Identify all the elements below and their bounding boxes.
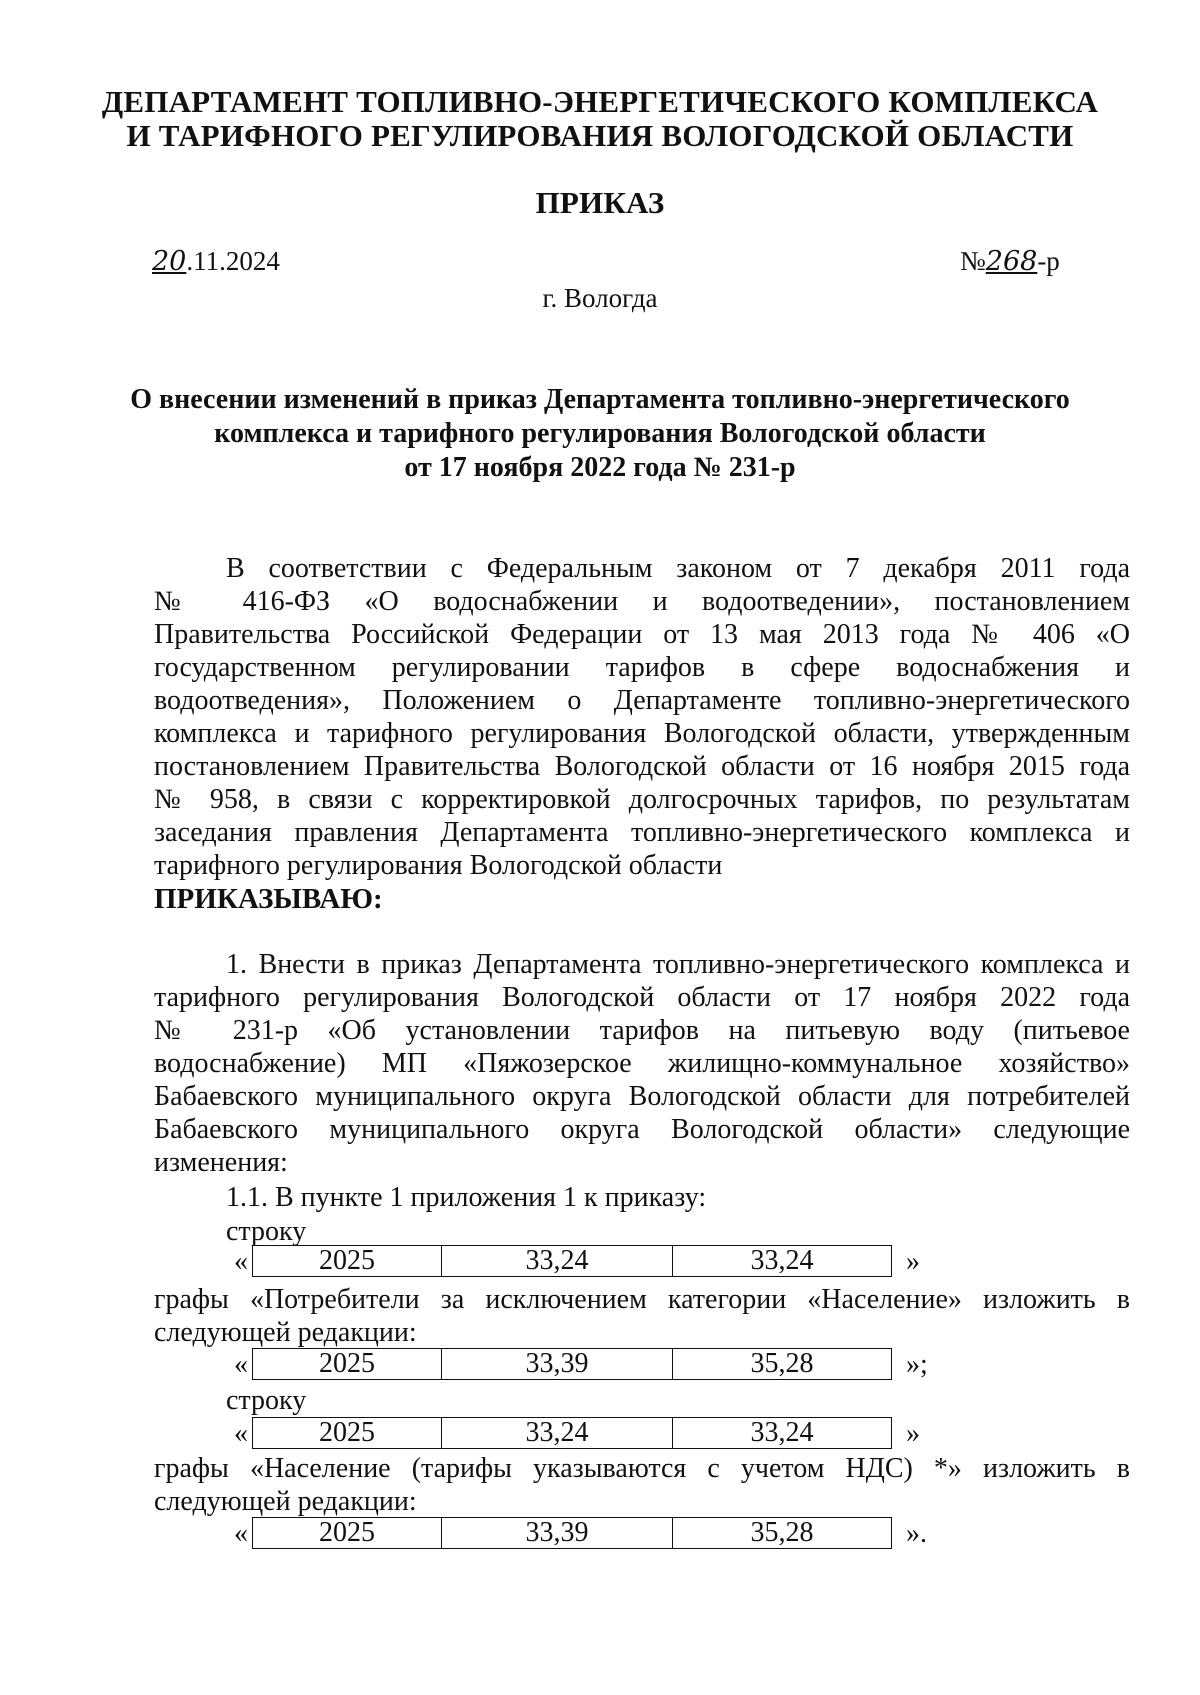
open-quote: « [234, 1349, 248, 1380]
document-type: ПРИКАЗ [535, 185, 665, 220]
value-row [252, 1517, 892, 1549]
value-table [234, 1517, 934, 1551]
value-row [252, 1417, 892, 1449]
row-word: строку [226, 1385, 307, 1416]
tariff-cell-2: 33,24 [750, 1245, 814, 1276]
preamble-line: Правительства Российской Федерации от 13 мая 2013 года № 406 «О [154, 619, 1130, 650]
row-word: строку [226, 1216, 307, 1247]
order-word: ПРИКАЗЫВАЮ: [154, 883, 383, 915]
open-quote: « [234, 1518, 248, 1549]
value-table [234, 1245, 934, 1279]
year-cell: 2025 [253, 1518, 442, 1548]
year-cell: 2025 [253, 1246, 442, 1276]
item1-line: Бабаевского муниципального округа Вологодской области для потребителей [154, 1081, 1130, 1112]
preamble-line: комплекса и тарифного регулирования Вологодской области, утвержденным [154, 718, 1130, 749]
date-handwritten: 20 [152, 246, 187, 277]
tariff-cell-2: 33,24 [750, 1417, 814, 1448]
preamble-line: государственном регулировании тарифов в сфере водоснабжения и [154, 652, 1130, 683]
tariff-cell-1: 33,24 [442, 1418, 673, 1448]
title-line1: О внесении изменений в приказ Департамента топливно-энергетического [130, 384, 1070, 415]
tariff-cell-1: 33,24 [442, 1246, 673, 1276]
document-number [960, 246, 1060, 277]
tariff-cell-1: 33,39 [442, 1349, 673, 1379]
graph-label: графы «Потребители за исключением категории «Население» изложить в [154, 1284, 1130, 1315]
preamble-line: заседания правления Департамента топливно-энергетического комплекса и [154, 817, 1130, 848]
tariff-cell-2: 35,28 [750, 1348, 814, 1379]
preamble-line: тарифного регулирования Вологодской области [154, 850, 723, 881]
value-table [234, 1417, 934, 1451]
item1-line: водоснабжение) МП «Пяжозерское жилищно-коммунальное хозяйство» [154, 1048, 1130, 1079]
preamble-line: № 416-ФЗ «О водоснабжении и водоотведении», постановлением [154, 586, 1130, 617]
city: г. Вологда [542, 283, 658, 313]
date-rest: .11.2024 [186, 246, 280, 276]
close-quote: » [906, 1418, 920, 1449]
number-handwritten: 268 [985, 246, 1038, 277]
graph-label: следующей редакции: [154, 1486, 417, 1517]
title-line2: комплекса и тарифного регулирования Вологодской области [214, 418, 986, 449]
item1-line: № 231-р «Об установлении тарифов на питьевую воду (питьевое [154, 1015, 1130, 1046]
close-quote: »; [906, 1349, 928, 1380]
value-row [252, 1245, 892, 1277]
close-quote: » [906, 1246, 920, 1277]
department-name-line1: ДЕПАРТАМЕНТ ТОПЛИВНО-ЭНЕРГЕТИЧЕСКОГО КОМПЛЕКСА [101, 84, 1099, 119]
graph-label: графы «Население (тарифы указываются с учетом НДС) *» изложить в [154, 1453, 1130, 1484]
item1-line: тарифного регулирования Вологодской области от 17 ноября 2022 года [154, 982, 1130, 1013]
value-table [234, 1348, 934, 1382]
item1-line: изменения: [154, 1147, 288, 1178]
tariff-cell-1: 33,39 [442, 1518, 673, 1548]
value-row [252, 1348, 892, 1380]
year-cell: 2025 [253, 1349, 442, 1379]
item1-line: 1. Внести в приказ Департамента топливно-энергетического комплекса и [226, 949, 1130, 980]
graph-label: следующей редакции: [154, 1317, 417, 1348]
preamble-line: В соответствии с Федеральным законом от 7 декабря 2011 года [226, 553, 1130, 584]
title-line3: от 17 ноября 2022 года № 231-р [404, 452, 796, 483]
department-name-line2: И ТАРИФНОГО РЕГУЛИРОВАНИЯ ВОЛОГОДСКОЙ ОБЛАСТИ [126, 118, 1074, 153]
close-quote: ». [906, 1518, 927, 1549]
open-quote: « [234, 1418, 248, 1449]
item1-line: Бабаевского муниципального округа Вологодской области» следующие [154, 1114, 1130, 1145]
number-prefix: № [960, 246, 986, 276]
year-cell: 2025 [253, 1418, 442, 1448]
number-suffix: -р [1037, 246, 1060, 276]
preamble-line: № 958, в связи с корректировкой долгосрочных тарифов, по результатам [154, 784, 1130, 815]
open-quote: « [234, 1246, 248, 1277]
tariff-cell-2: 35,28 [750, 1517, 814, 1548]
item1-1: 1.1. В пункте 1 приложения 1 к приказу: [226, 1182, 707, 1213]
preamble-line: водоотведения», Положением о Департаменте топливно-энергетического [154, 685, 1130, 716]
document-date [152, 246, 280, 277]
preamble-line: постановлением Правительства Вологодской области от 16 ноября 2015 года [154, 751, 1130, 782]
